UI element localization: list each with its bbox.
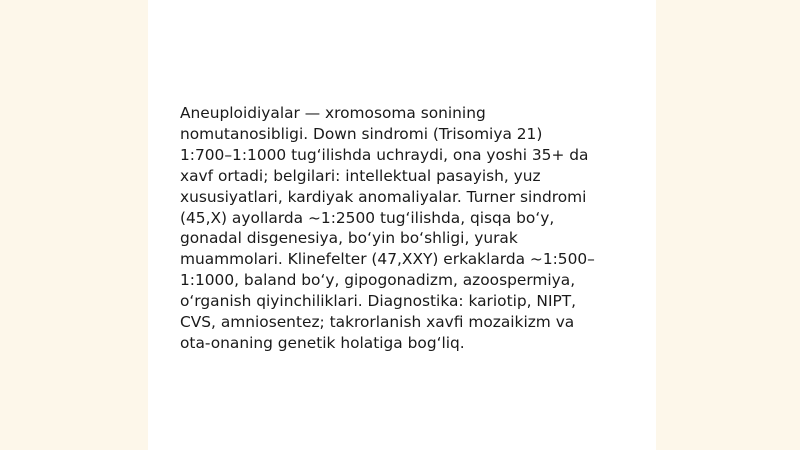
body-paragraph: Aneuploidiyalar — xromosoma sonining nomutanosibligi. Down sindromi (Trisomiya 21) 1:700–1:1000 tug‘ilishda uchraydi, ona yoshi 35+ da xavf ortadi; belgilari: intellektual pasayish, yuz xususiyatlari, kardiyak anomaliyalar. Turner sindromi (45,X) ayollarda ~1:2500 tug‘ilishda, qisqa bo‘y, gonadal disgenesiya, bo‘yin bo‘shligi, yurak muammolari. Klinefelter (47,XXY) erkaklarda ~1:500– 1:1000, baland bo‘y, gipogonadizm, azoospermiya, o‘rganish qiyinchiliklari. Diagnostika: kariotip, NIPT, CVS, amniosentez; takrorlanish xavfi mozaikizm va ota-onaning genetik holatiga bog‘liq.: [180, 104, 595, 352]
document-page: [148, 0, 656, 450]
